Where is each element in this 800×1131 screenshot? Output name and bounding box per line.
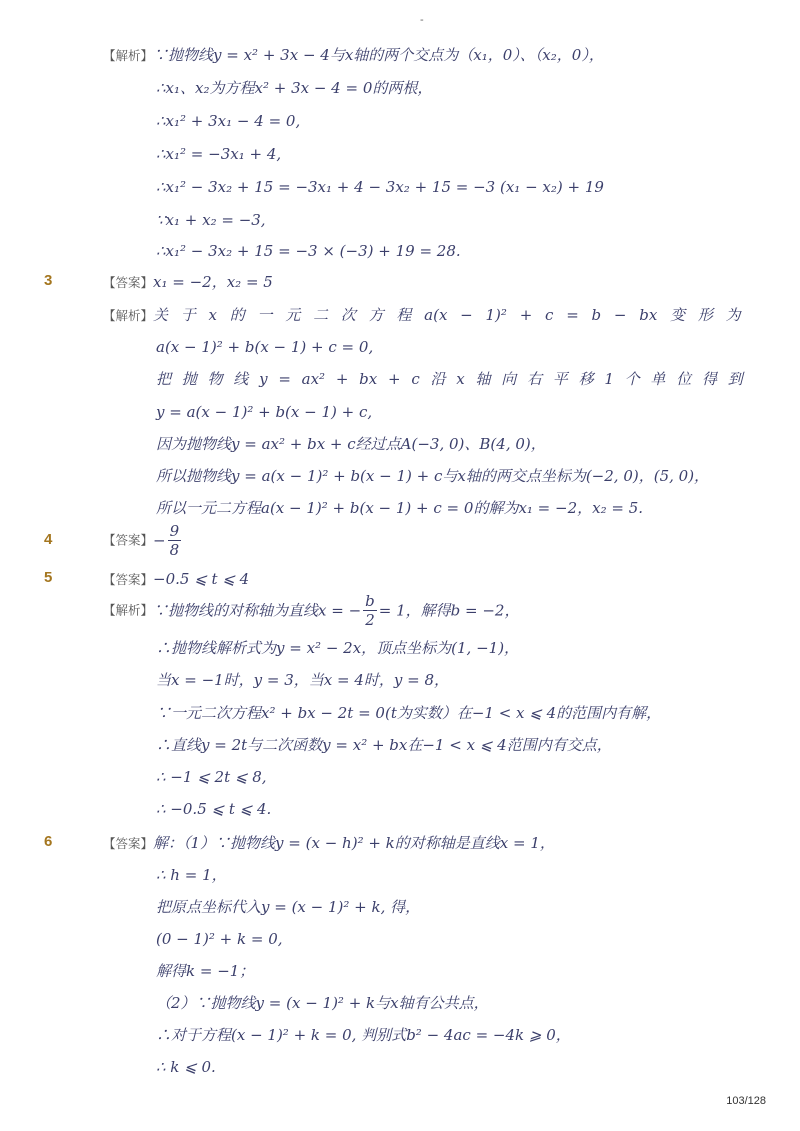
solution-line: ∴ h = 1， — [156, 866, 227, 884]
solution-line: ∴ k ⩽ 0. — [156, 1058, 216, 1076]
solution-line: ∴直线y = 2t与二次函数y = x² + bx在−1 < x ⩽ 4范围内有交点， — [156, 736, 612, 754]
answer-value: −0.5 ⩽ t ⩽ 4 — [153, 570, 250, 588]
answer-value: x₁ = −2，x₂ = 5 — [153, 273, 273, 291]
solution-line: ∴对于方程(x − 1)² + k = 0, 判别式b² − 4ac = −4k ⩾ 0， — [156, 1026, 571, 1044]
solution-line: ∵抛物线的对称轴为直线x = − — [153, 601, 362, 620]
fraction-denominator: 2 — [365, 611, 375, 629]
solution-line: 解：（1）∵抛物线y = (x − h)² + k的对称轴是直线x = 1， — [153, 834, 555, 852]
top-mark: - — [420, 14, 424, 26]
solution-line: ∵一元二次方程x² + bx − 2t = 0(t为实数）在−1 < x ⩽ 4的范围内有解， — [156, 704, 662, 722]
answer-label: 【答案】 — [103, 573, 154, 587]
solution-line: ∴x₁² + 3x₁ − 4 = 0, — [156, 112, 301, 130]
fraction-numerator: b — [365, 592, 375, 610]
analysis-label: 【解析】 — [103, 49, 154, 63]
analysis-label: 【解析】 — [103, 603, 154, 618]
answer-row — [103, 272, 273, 293]
solution-line: ∴x₁² − 3x₂ + 15 = −3 × (−3) + 19 = 28. — [156, 242, 461, 260]
solution-line: a(x − 1)² + b(x − 1) + c = 0, — [156, 338, 374, 356]
solution-line: ∴ −1 ⩽ 2t ⩽ 8, — [156, 768, 267, 786]
answer-row — [103, 569, 249, 590]
page-number: 103/128 — [726, 1095, 766, 1107]
solution-line: ∵抛物线y = x² + 3x − 4与x轴的两个交点为（x₁，0）、（x₂，0）， — [153, 46, 604, 64]
analysis-row — [103, 45, 604, 66]
answer-row — [103, 522, 183, 559]
question-number: 4 — [44, 531, 53, 548]
answer-row — [103, 833, 555, 854]
analysis-label: 【解析】 — [103, 309, 154, 323]
solution-line: ∴x₁² − 3x₂ + 15 = −3x₁ + 4 − 3x₂ + 15 = −3 (x₁ − x₂) + 19 — [156, 178, 604, 196]
solution-line: ∴x₁² = −3x₁ + 4, — [156, 145, 282, 163]
question-number: 5 — [44, 569, 53, 586]
solution-line: 把原点坐标代入y = (x − 1)² + k, 得， — [156, 898, 421, 916]
solution-line: 解得k = −1； — [156, 962, 255, 980]
answer-sign: − — [153, 531, 166, 550]
fraction-denominator: 8 — [169, 541, 180, 559]
solution-line: （2）∵抛物线y = (x − 1)² + k与x轴有公共点， — [156, 994, 489, 1012]
answer-label: 【答案】 — [103, 276, 154, 290]
answer-label: 【答案】 — [103, 837, 154, 851]
solution-line: = 1，解得b = −2， — [378, 601, 520, 620]
solution-line: ∴抛物线解析式为y = x² − 2x，顶点坐标为(1, −1)， — [156, 639, 520, 657]
question-number: 6 — [44, 833, 53, 850]
question-number: 3 — [44, 272, 53, 289]
solution-line: ∴x₁、x₂为方程x² + 3x − 4 = 0的两根， — [156, 79, 433, 97]
fraction-numerator: 9 — [169, 522, 180, 540]
solution-line: 把 抛 物 线 y = ax² + bx + c 沿 x 轴 向 右 平 移 1 个 单 位 得 到 — [156, 370, 743, 388]
analysis-row — [103, 592, 519, 629]
solution-line: 关 于 x 的 一 元 二 次 方 程 a(x − 1)² + c = b − bx 变 形 为 — [153, 306, 741, 324]
solution-line: 当x = −1时，y = 3，当x = 4时，y = 8， — [156, 671, 450, 689]
fraction — [363, 592, 377, 629]
answer-label: 【答案】 — [103, 533, 154, 548]
solution-line: 因为抛物线y = ax² + bx + c经过点A(−3, 0)、B(4, 0)， — [156, 435, 546, 453]
solution-line: y = a(x − 1)² + b(x − 1) + c, — [156, 403, 373, 421]
solution-line: 所以抛物线y = a(x − 1)² + b(x − 1) + c与x轴的两交点坐标为(−2, 0)，(5, 0)， — [156, 467, 710, 485]
analysis-row — [103, 305, 741, 326]
solution-line: 所以一元二方程a(x − 1)² + b(x − 1) + c = 0的解为x₁ = −2，x₂ = 5. — [156, 499, 644, 517]
solution-line: (0 − 1)² + k = 0, — [156, 930, 283, 948]
answer-fraction — [168, 522, 182, 559]
solution-line: ∴ −0.5 ⩽ t ⩽ 4. — [156, 800, 272, 818]
solution-line: ∵x₁ + x₂ = −3, — [156, 211, 266, 229]
